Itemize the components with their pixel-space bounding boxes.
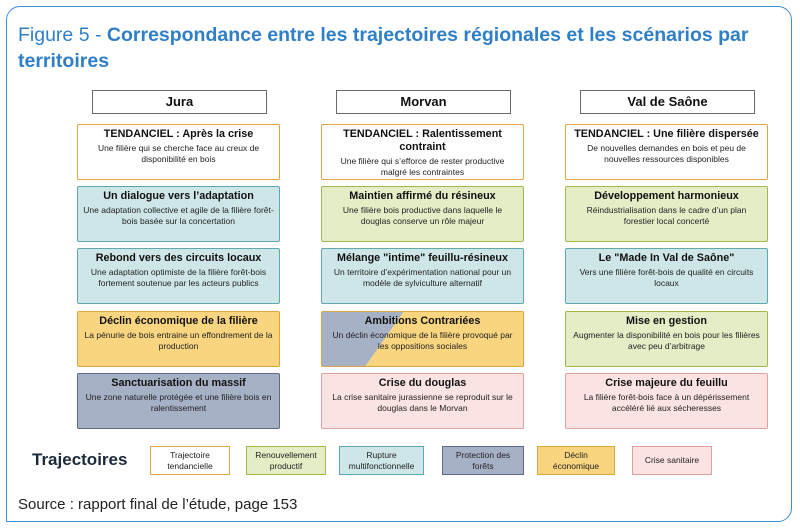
scenario-box <box>77 311 280 367</box>
scenario-title: Crise majeure du feuillu <box>605 377 728 389</box>
scenario-box <box>77 124 280 180</box>
scenario-title: Développement harmonieux <box>594 190 739 202</box>
scenario-title: Le "Made In Val de Saône" <box>598 252 735 264</box>
scenario-box <box>321 124 524 180</box>
figure-number: Figure 5 - <box>18 24 107 46</box>
legend-label: Protection des forêts <box>455 449 511 471</box>
scenario-title: Un dialogue vers l’adaptation <box>103 190 254 202</box>
scenario-description: Augmenter la disponibilité en bois pour les filières avec peu d’arbitrage <box>573 330 760 351</box>
scenario-description: Réindustrialisation dans le cadre d’un plan forestier local concerté <box>586 205 747 226</box>
scenario-box <box>565 248 768 304</box>
scenario-box <box>565 124 768 180</box>
legend-item-crise <box>632 446 712 475</box>
column-header-2: Val de Saône <box>580 90 755 114</box>
scenario-title: TENDANCIEL : Après la crise <box>103 128 254 140</box>
legend-item-protection <box>442 446 524 475</box>
scenario-description: La pénurie de bois entraine un effondrement de la production <box>84 330 273 351</box>
legend-item-declin <box>537 446 615 475</box>
scenario-title: Crise du douglas <box>378 377 467 389</box>
scenario-description: La filière forêt-bois face à un dépérissement accéléré lié aux sécheresses <box>583 392 750 413</box>
scenario-title: TENDANCIEL : Ralentissement contraint <box>343 128 502 153</box>
scenario-box <box>565 311 768 367</box>
scenario-box <box>565 186 768 242</box>
scenario-box <box>77 373 280 429</box>
scenario-box <box>565 373 768 429</box>
scenario-description: Vers une filière forêt-bois de qualité en circuits locaux <box>579 267 754 288</box>
scenario-description: Une filière bois productive dans laquelle le douglas conserve un rôle majeur <box>342 205 503 226</box>
scenario-description: Une adaptation optimiste de la filière forêt-bois fortement soutenue par les acteurs publics <box>90 267 267 288</box>
scenario-box <box>321 248 524 304</box>
scenario-title: Rebond vers des circuits locaux <box>95 252 262 264</box>
scenario-title: Sanctuarisation du massif <box>111 377 246 389</box>
legend-item-tendanciel <box>150 446 230 475</box>
scenario-description: Un déclin économique de la filière provoqué par les oppositions sociales <box>332 330 513 351</box>
scenario-description: De nouvelles demandes en bois et peu de nouvelles ressources disponibles <box>587 143 746 164</box>
source-caption: Source : rapport final de l’étude, page 153 <box>18 496 298 513</box>
scenario-box <box>321 311 524 367</box>
scenario-description: Un territoire d’expérimentation national pour un modèle de sylviculture alternatif <box>333 267 512 288</box>
legend-item-renouvellement <box>246 446 326 475</box>
scenario-box <box>77 186 280 242</box>
legend-title: Trajectoires <box>32 450 128 469</box>
legend-label: Déclin économique <box>552 449 600 471</box>
column-header-0: Jura <box>92 90 267 114</box>
column-header-1: Morvan <box>336 90 511 114</box>
scenario-description: Une zone naturelle protégée et une filière bois en ralentissement <box>85 392 272 413</box>
scenario-description: Une filière qui se cherche face au creux de disponibilité en bois <box>97 143 260 164</box>
legend-item-rupture <box>339 446 424 475</box>
scenario-description: Une filière qui s’efforce de rester productive malgré les contraintes <box>340 156 505 177</box>
figure-title-text: Correspondance entre les trajectoires régionales et les scénarios par territoires <box>18 24 749 72</box>
figure-title <box>18 22 778 74</box>
legend-label: Renouvellement productif <box>255 449 317 471</box>
scenario-box <box>321 186 524 242</box>
scenario-title: Ambitions Contrariées <box>364 315 481 327</box>
scenario-title: Déclin économique de la filière <box>99 315 258 327</box>
scenario-title: Mise en gestion <box>626 315 707 327</box>
legend-label: Trajectoire tendancielle <box>167 449 213 471</box>
scenario-box <box>321 373 524 429</box>
scenario-title: TENDANCIEL : Une filière dispersée <box>574 128 759 140</box>
legend-label: Crise sanitaire <box>644 455 700 465</box>
scenario-box <box>77 248 280 304</box>
scenario-description: Une adaptation collective et agile de la filière forêt-bois basée sur la concertation <box>83 205 274 226</box>
scenario-description: La crise sanitaire jurassienne se reproduit sur le douglas dans le Morvan <box>332 392 513 413</box>
scenario-title: Mélange "intime" feuillu-résineux <box>336 252 509 264</box>
legend-label: Rupture multifonctionnelle <box>348 449 415 471</box>
scenario-title: Maintien affirmé du résineux <box>349 190 496 202</box>
